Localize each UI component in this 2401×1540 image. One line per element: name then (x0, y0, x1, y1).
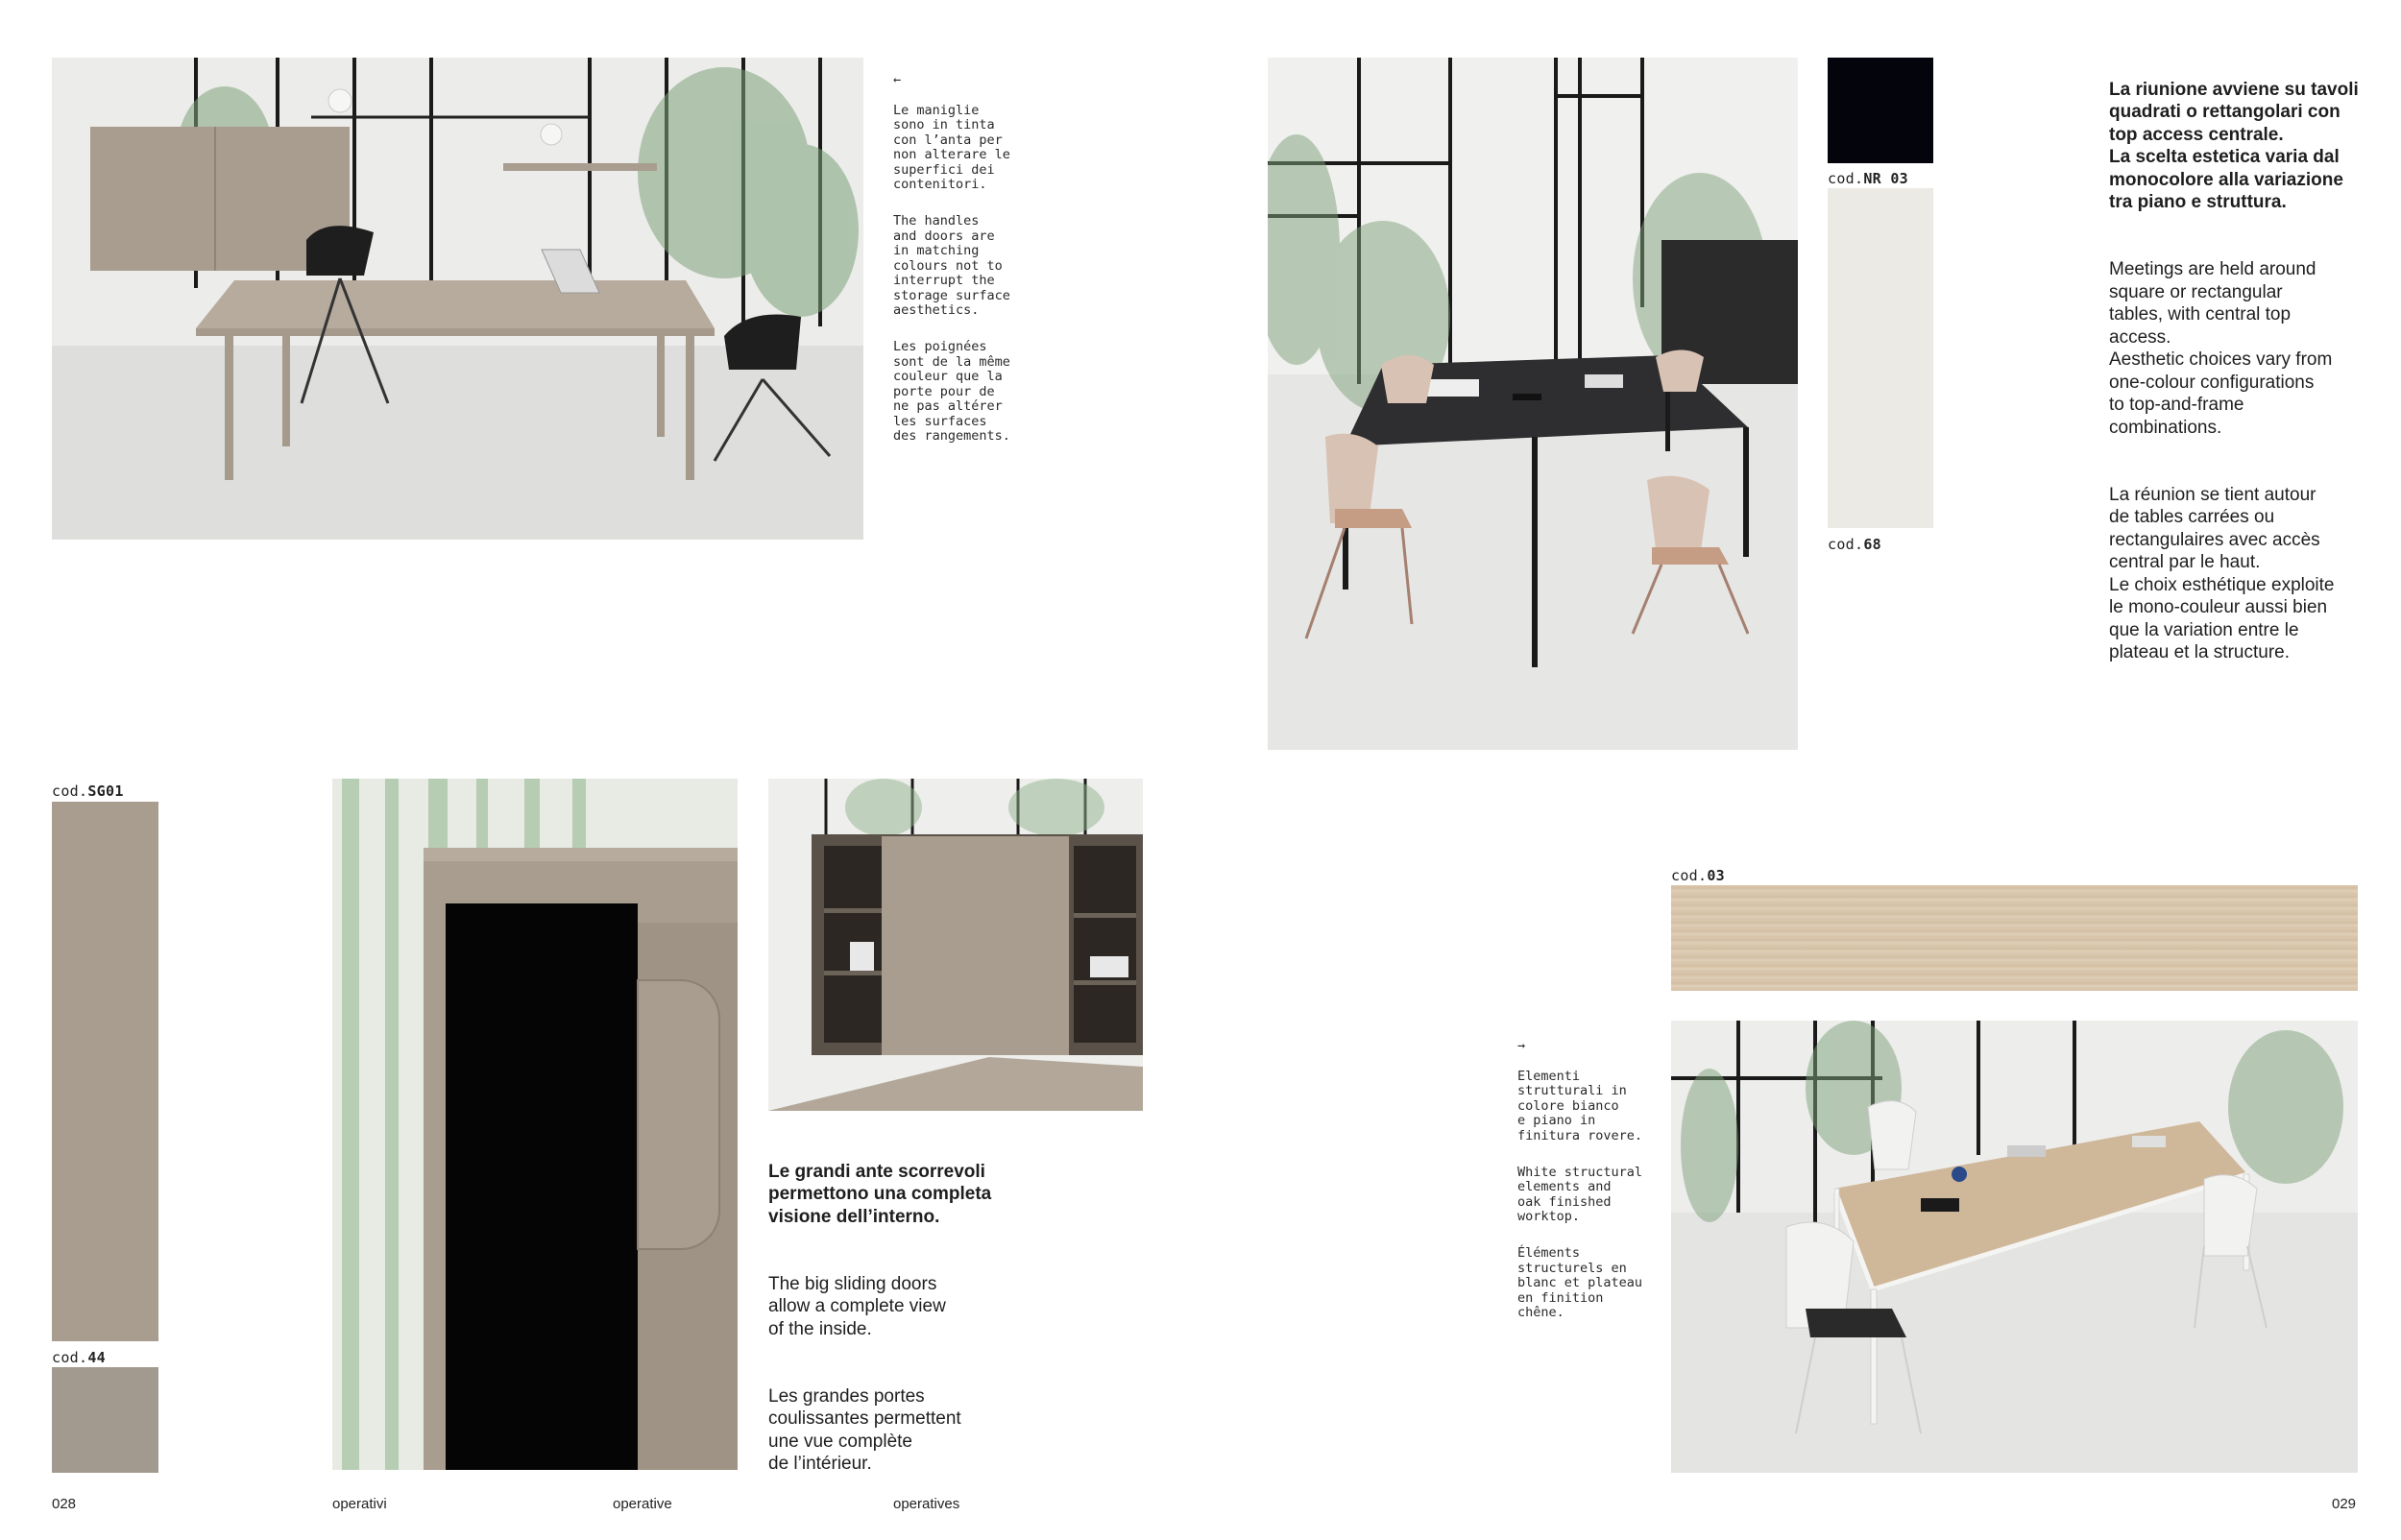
caption-en: White structural elements and oak finished worktop. (1517, 1164, 1643, 1224)
code-label-68 (1828, 536, 1881, 553)
handles-caption (893, 58, 1028, 466)
sliding-text-fr: Les grandes portes coulissantes permettent une vue complète de l’intérieur. (768, 1385, 961, 1474)
code-value: 68 (1863, 536, 1881, 553)
swatch-sg01 (52, 802, 158, 1341)
footer-label-en: operative (613, 1496, 672, 1512)
caption-arrow-left: ← (893, 71, 902, 87)
caption-it: Le maniglie sono in tinta con l’anta per non alterare le superfici dei contenitori. (893, 102, 1010, 192)
code-label-nr03 (1828, 170, 1908, 187)
sliding-text-it: Le grandi ante scorrevoli permettono una completa visione dell’interno. (768, 1161, 992, 1227)
page-number-left: 028 (52, 1496, 77, 1512)
swatch-68 (1828, 188, 1933, 528)
meeting-text-it: La riunione avviene su tavoli quadrati o rettangolari con top access centrale. La scelta estetica varia dal monocolore alla variazione tra piano e struttura. (2109, 79, 2359, 212)
code-value: SG01 (87, 782, 124, 800)
code-value: NR 03 (1863, 170, 1908, 187)
caption-arrow-right: → (1517, 1037, 1526, 1053)
swatch-44 (52, 1367, 158, 1473)
footer-label-fr: operatives (893, 1496, 960, 1512)
structural-caption (1517, 1023, 1657, 1342)
code-value: 44 (87, 1349, 106, 1366)
code-label-03 (1671, 867, 1725, 884)
code-prefix: cod. (1671, 867, 1708, 884)
photo-sliding-door-closeup (332, 779, 738, 1470)
page-number-right: 029 (2332, 1496, 2357, 1512)
caption-it: Elementi strutturali in colore bianco e piano in finitura rovere. (1517, 1068, 1643, 1143)
photo-office-desk (52, 58, 863, 540)
meeting-text-block (2109, 56, 2388, 709)
sliding-text-en: The big sliding doors allow a complete view of the inside. (768, 1273, 946, 1339)
sliding-doors-text-block (768, 1138, 1056, 1520)
swatch-nr03 (1828, 58, 1933, 163)
code-label-sg01 (52, 782, 124, 800)
meeting-text-en: Meetings are held around square or rectangular tables, with central top access. Aesthetic choices vary from one-colour configurations to top-and-frame combinations. (2109, 259, 2333, 438)
code-prefix: cod. (52, 1349, 88, 1366)
code-prefix: cod. (1828, 170, 1864, 187)
code-label-44 (52, 1349, 106, 1366)
code-prefix: cod. (52, 782, 88, 800)
footer-label-it: operativi (332, 1496, 387, 1512)
code-value: 03 (1707, 867, 1725, 884)
meeting-text-fr: La réunion se tient autour de tables carrées ou rectangulaires avec accès central par le haut. Le choix esthétique exploite le mono-couleur aussi bien que la variation entre le plateau et la structure. (2109, 484, 2335, 662)
photo-meeting-black-table (1268, 58, 1798, 750)
code-prefix: cod. (1828, 536, 1864, 553)
photo-meeting-oak-table (1671, 1021, 2358, 1473)
caption-fr: Éléments structurels en blanc et plateau en finition chêne. (1517, 1245, 1643, 1320)
swatch-03-oak (1671, 885, 2358, 991)
caption-en: The handles and doors are in matching colours not to interrupt the storage surface aesthetics. (893, 213, 1010, 318)
caption-fr: Les poignées sont de la même couleur que la porte pour de ne pas altérer les surfaces des rangements. (893, 339, 1010, 444)
photo-storage-shelves (768, 779, 1143, 1111)
